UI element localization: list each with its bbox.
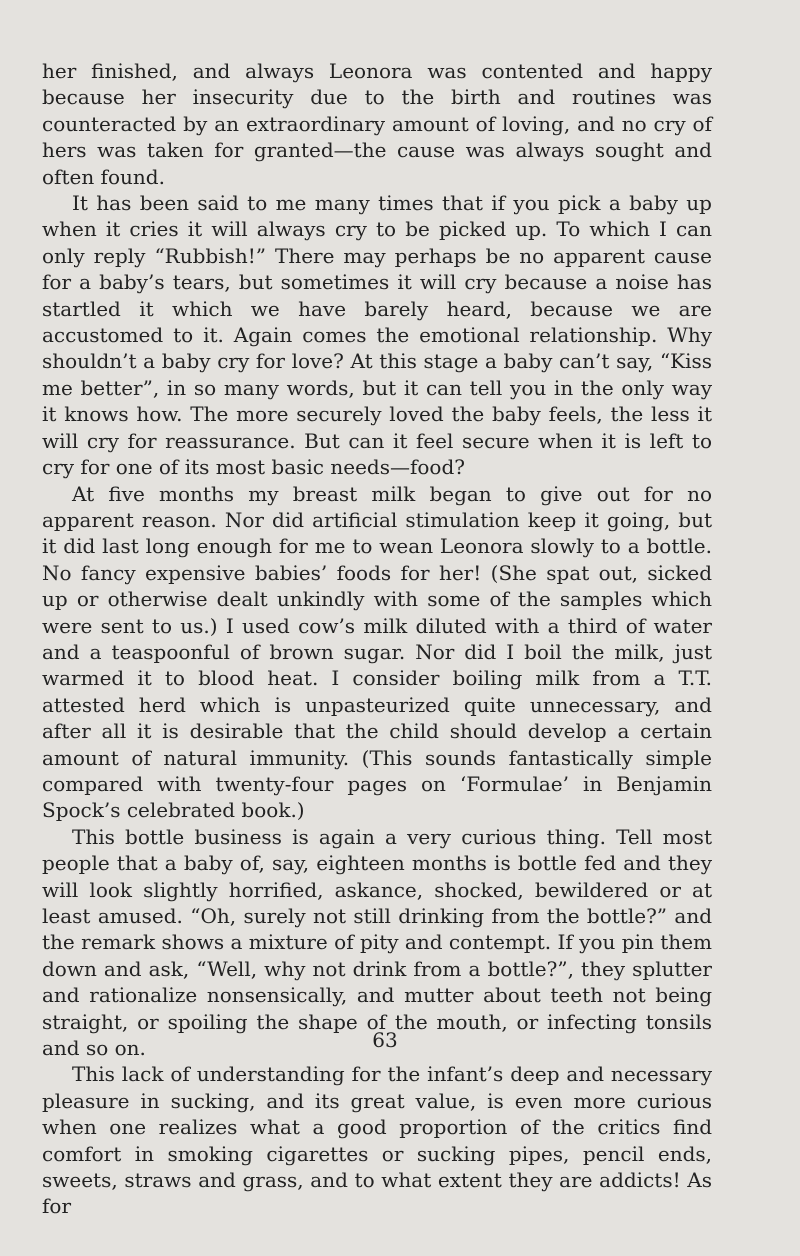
page-number: 63 [372, 1028, 398, 1052]
paragraph-3: At five months my breast milk began to give out for no apparent reason. Nor did artificial stimulation keep it going, but it did last long enough for me to wean Leonora slowly to a bottle. No fancy expensive babies’ foods for her! (She spat out, sicked up or otherwise dealt unkindly with some of the samples which were sent to us.) I used cow’s milk diluted with a third of water and a teaspoonful of brown sugar. Nor did I boil the milk, just warmed it to blood heat. I consider boiling milk from a T.T. attested herd which is unpasteurized quite unnecessary, and after all it is desirable that the child should develop a certain amount of natural immunity. (This sounds fantastically simple compared with twenty-four pages on ‘Formulae’ in Benjamin Spock’s celebrated book.) [42, 481, 712, 823]
paragraph-4: This bottle business is again a very curious thing. Tell most people that a baby of, say, eighteen months is bottle fed and they will look slightly horrified, askance, shocked, bewildered or at least amused. “Oh, surely not still drinking from the bottle?” and the remark shows a mixture of pity and contempt. If you pin them down and ask, “Well, why not drink from a bottle?”, they splutter and rationalize nonsensically, and mutter about teeth not being straight, or spoiling the shape of the mouth, or infecting tonsils and so on. [42, 824, 712, 1061]
paragraph-5: This lack of understanding for the infant’s deep and necessary pleasure in sucking, and its great value, is even more curious when one realizes what a good proportion of the critics find comfort in smoking cigarettes or sucking pipes, pencil ends, sweets, straws and grass, and to what extent they are addicts! As for [42, 1062, 712, 1219]
paragraph-1: her finished, and always Leonora was contented and happy because her insecurity due to the birth and routines was counteracted by an extraordinary amount of loving, and no cry of hers was taken for granted—the cause was always sought and often found. [42, 59, 712, 189]
paragraph-2: It has been said to me many times that if you pick a baby up when it cries it will always cry to be picked up. To which I can only reply “Rubbish!” There may perhaps be no apparent cause for a baby’s tears, but sometimes it will cry because a noise has startled it which we have barely heard, because we are accustomed to it. Again comes the emotional relationship. Why shouldn’t a baby cry for love? At this stage a baby can’t say, “Kiss me better”, in so many words, but it can tell you in the only way it knows how. The more securely loved the baby feels, the less it will cry for reassurance. But can it feel secure when it is left to cry for one of its most basic needs—food? [42, 191, 712, 480]
